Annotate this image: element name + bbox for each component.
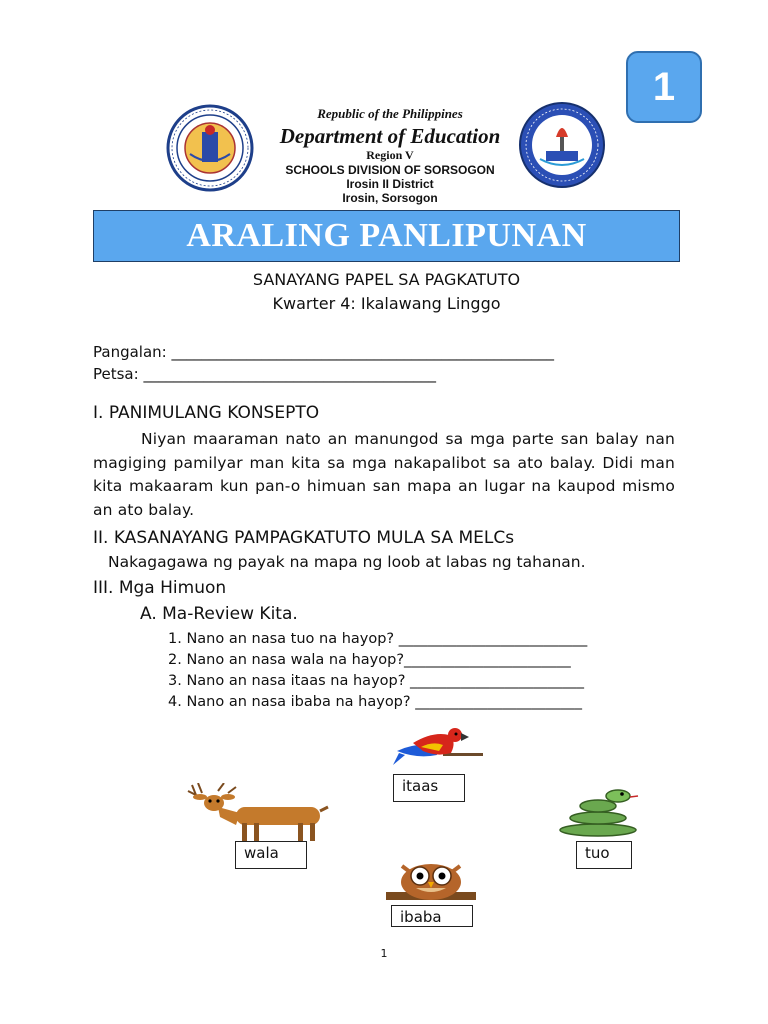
melc-heading: II. KASANAYANG PAMPAGKATUTO MULA SA MELCs xyxy=(93,528,515,548)
intro-paragraph: Niyan maaraman nato an manungod sa mga parte san balay nan magiging pamilyar man kita sa mga nakapalibot sa ato balay. Didi man kita makaaram kun pan-o himuan san mapa an lugar na kaupod mismo an ato balay. xyxy=(93,430,675,519)
date-field[interactable]: Petsa: _______________________________________ xyxy=(93,365,436,383)
town-heading: Irosin, Sorsogon xyxy=(342,191,438,205)
quarter-label: Kwarter 4: Ikalawang Linggo xyxy=(272,294,501,313)
label-ibaba: ibaba xyxy=(391,905,473,927)
question-item[interactable]: 2. Nano an nasa wala na hayop?_______________________ xyxy=(168,652,571,668)
activity-heading: III. Mga Himuon xyxy=(93,578,227,598)
question-item[interactable]: 4. Nano an nasa ibaba na hayop? _______________________ xyxy=(168,694,582,710)
question-item[interactable]: 1. Nano an nasa tuo na hayop? __________________________ xyxy=(168,631,588,647)
label-wala: wala xyxy=(235,841,307,869)
question-item[interactable]: 3. Nano an nasa itaas na hayop? ________________________ xyxy=(168,673,585,689)
question-list xyxy=(168,629,587,713)
subject-banner: ARALING PANLIPUNAN xyxy=(93,210,680,262)
label-itaas: itaas xyxy=(393,774,465,802)
deer-icon xyxy=(184,783,330,841)
department-heading: Department of Education xyxy=(279,124,501,148)
republic-heading: Republic of the Philippines xyxy=(317,106,463,121)
snake-icon xyxy=(556,788,640,838)
division-heading: SCHOOLS DIVISION OF SORSOGON xyxy=(285,163,495,177)
region-heading: Region V xyxy=(366,148,414,162)
worksheet-title: SANAYANG PAPEL SA PAGKATUTO xyxy=(252,270,521,289)
name-field[interactable]: Pangalan: ___________________________________________________ xyxy=(93,343,554,361)
label-tuo: tuo xyxy=(576,841,632,869)
intro-heading: I. PANIMULANG KONSEPTO xyxy=(93,403,320,423)
district-heading: Irosin II District xyxy=(346,177,434,191)
page-badge: 1 xyxy=(626,51,702,123)
page-number: 1 xyxy=(380,947,388,960)
owl-icon xyxy=(386,858,476,904)
melc-text: Nakagagawa ng payak na mapa ng loob at labas ng tahanan. xyxy=(108,553,586,571)
review-heading: A. Ma-Review Kita. xyxy=(140,604,298,624)
parrot-icon xyxy=(393,725,485,771)
